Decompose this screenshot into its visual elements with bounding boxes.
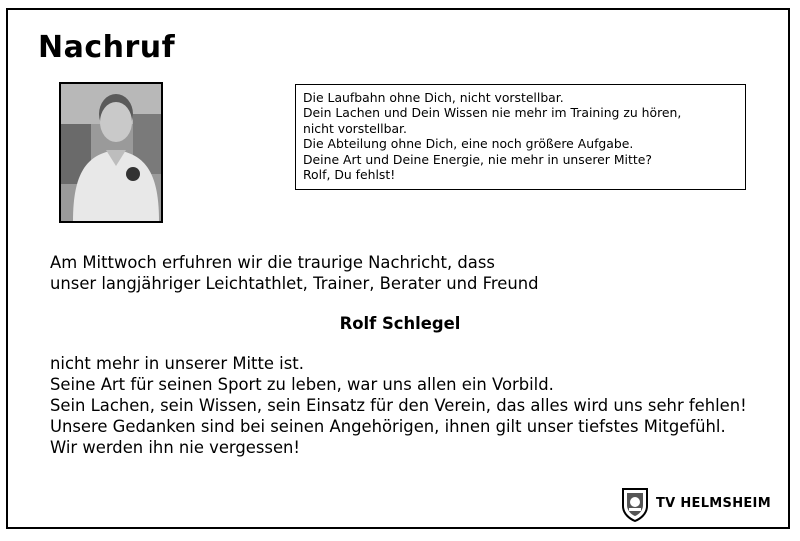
deceased-name: Rolf Schlegel — [339, 314, 461, 333]
poem-line: Rolf, Du fehlst! — [303, 167, 396, 183]
poem-line: Dein Lachen und Dein Wissen nie mehr im Training zu hören, — [303, 105, 682, 121]
club-name: TV HELMSHEIM — [656, 496, 771, 511]
body-line: Wir werden ihn nie vergessen! — [50, 438, 300, 457]
page-title: Nachruf — [38, 30, 176, 65]
intro-line: unser langjähriger Leichtathlet, Trainer, Berater und Freund — [50, 274, 539, 293]
body-line: Sein Lachen, sein Wissen, sein Einsatz für den Verein, das alles wird uns sehr fehlen! — [50, 396, 747, 415]
intro-line: Am Mittwoch erfuhren wir die traurige Nachricht, dass — [50, 253, 495, 272]
body-line: Unsere Gedanken sind bei seinen Angehörigen, ihnen gilt unser tiefstes Mitgefühl. — [50, 417, 726, 436]
body-line: nicht mehr in unserer Mitte ist. — [50, 354, 304, 373]
poem-line: nicht vorstellbar. — [303, 120, 407, 136]
intro-paragraph — [50, 252, 539, 294]
club-logo — [618, 486, 780, 524]
poem-box — [295, 84, 746, 190]
poem-line: Deine Art und Deine Energie, nie mehr in unserer Mitte? — [303, 151, 652, 167]
body-line: Seine Art für seinen Sport zu leben, war uns allen ein Vorbild. — [50, 375, 554, 394]
poem-line: Die Laufbahn ohne Dich, nicht vorstellbar. — [303, 90, 564, 105]
body-paragraph — [50, 353, 747, 458]
club-crest-icon — [620, 486, 650, 522]
portrait-photo — [59, 82, 163, 223]
portrait-image — [61, 84, 161, 221]
poem-line: Die Abteilung ohne Dich, eine noch größere Aufgabe. — [303, 136, 634, 152]
